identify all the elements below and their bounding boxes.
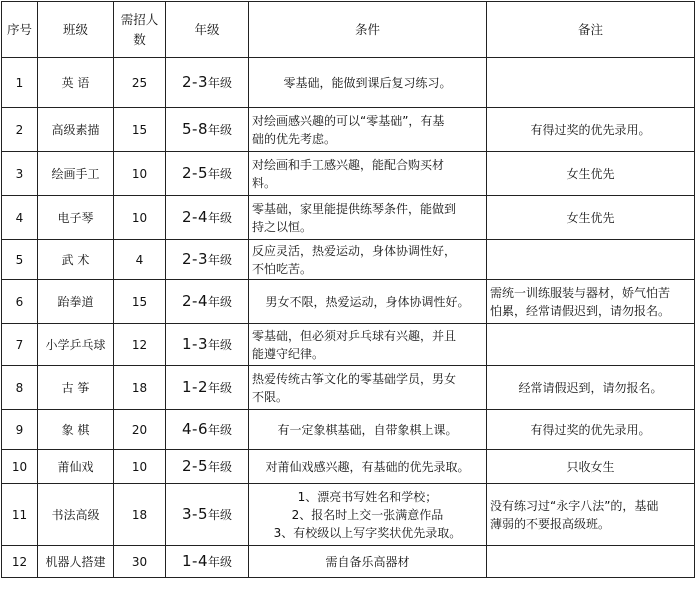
grade-suffix: 年级 bbox=[207, 460, 232, 474]
cell-condition bbox=[249, 484, 487, 546]
header-no: 序号 bbox=[2, 2, 38, 58]
condition-line: 零基础，家里能提供练琴条件，能做到 bbox=[252, 201, 457, 216]
cell-note bbox=[487, 366, 695, 410]
recruitment-table bbox=[1, 1, 695, 578]
cell-condition bbox=[249, 450, 487, 484]
table-body bbox=[2, 58, 695, 578]
cell-need: 10 bbox=[114, 152, 166, 196]
condition-line: 不怕吃苦。 bbox=[252, 261, 313, 276]
cell-grade bbox=[166, 108, 249, 152]
condition-line: 男女不限，热爱运动，身体协调性好。 bbox=[265, 294, 470, 309]
cell-no: 8 bbox=[2, 366, 38, 410]
condition-line: 3、有校级以上写字奖状优先录取。 bbox=[273, 525, 462, 540]
cell-grade bbox=[166, 546, 249, 578]
cell-need: 18 bbox=[114, 484, 166, 546]
cell-need: 10 bbox=[114, 196, 166, 240]
cell-condition bbox=[249, 196, 487, 240]
grade-suffix: 年级 bbox=[207, 211, 232, 225]
grade-range: 2-3 bbox=[181, 250, 208, 268]
cell-condition bbox=[249, 546, 487, 578]
grade-suffix: 年级 bbox=[207, 167, 232, 181]
cell-note bbox=[487, 410, 695, 450]
cell-need: 4 bbox=[114, 240, 166, 280]
cell-no: 3 bbox=[2, 152, 38, 196]
cell-note bbox=[487, 196, 695, 240]
grade-range: 5-8 bbox=[181, 120, 208, 138]
condition-line: 反应灵活，热爱运动，身体协调性好， bbox=[252, 243, 457, 258]
cell-class: 英 语 bbox=[38, 58, 114, 108]
cell-no: 11 bbox=[2, 484, 38, 546]
grade-suffix: 年级 bbox=[207, 381, 232, 395]
table-row bbox=[2, 240, 695, 280]
grade-suffix: 年级 bbox=[207, 295, 232, 309]
cell-condition bbox=[249, 108, 487, 152]
cell-no: 4 bbox=[2, 196, 38, 240]
grade-range: 2-4 bbox=[181, 292, 208, 310]
cell-need: 20 bbox=[114, 410, 166, 450]
cell-note bbox=[487, 324, 695, 366]
cell-note bbox=[487, 58, 695, 108]
cell-grade bbox=[166, 58, 249, 108]
cell-class: 象 棋 bbox=[38, 410, 114, 450]
condition-line: 有一定象棋基础，自带象棋上课。 bbox=[277, 422, 458, 437]
cell-class: 书法高级 bbox=[38, 484, 114, 546]
table-row bbox=[2, 450, 695, 484]
cell-note bbox=[487, 240, 695, 280]
condition-line: 零基础，能做到课后复习练习。 bbox=[283, 75, 452, 90]
condition-line: 需自备乐高器材 bbox=[325, 554, 410, 569]
grade-suffix: 年级 bbox=[207, 508, 232, 522]
cell-class: 高级素描 bbox=[38, 108, 114, 152]
cell-grade bbox=[166, 484, 249, 546]
cell-no: 12 bbox=[2, 546, 38, 578]
note-line: 怕累，经常请假迟到，请勿报名。 bbox=[490, 303, 671, 318]
grade-range: 2-4 bbox=[181, 208, 208, 226]
header-row bbox=[2, 2, 695, 58]
cell-condition bbox=[249, 152, 487, 196]
condition-line: 料。 bbox=[252, 175, 277, 190]
cell-condition bbox=[249, 58, 487, 108]
cell-need: 12 bbox=[114, 324, 166, 366]
condition-line: 对绘画和手工感兴趣，能配合购买材 bbox=[252, 157, 445, 172]
cell-note bbox=[487, 152, 695, 196]
note-line: 有得过奖的优先录用。 bbox=[530, 122, 651, 137]
note-line: 薄弱的不要报高级班。 bbox=[490, 516, 611, 531]
cell-note bbox=[487, 280, 695, 324]
grade-suffix: 年级 bbox=[207, 123, 232, 137]
note-line: 女生优先 bbox=[566, 166, 615, 181]
table-row bbox=[2, 280, 695, 324]
table-row bbox=[2, 108, 695, 152]
condition-line: 不限。 bbox=[252, 389, 289, 404]
grade-suffix: 年级 bbox=[207, 555, 232, 569]
cell-note bbox=[487, 108, 695, 152]
note-line: 有得过奖的优先录用。 bbox=[530, 422, 651, 437]
cell-need: 25 bbox=[114, 58, 166, 108]
cell-need: 15 bbox=[114, 108, 166, 152]
cell-condition bbox=[249, 240, 487, 280]
grade-range: 2-5 bbox=[181, 457, 208, 475]
cell-need: 30 bbox=[114, 546, 166, 578]
condition-line: 零基础，但必须对乒乓球有兴趣，并且 bbox=[252, 328, 457, 343]
table-row bbox=[2, 152, 695, 196]
cell-grade bbox=[166, 152, 249, 196]
note-line: 没有练习过“永字八法”的，基础 bbox=[490, 498, 659, 513]
cell-grade bbox=[166, 280, 249, 324]
header-need-text: 需招人数 bbox=[120, 11, 159, 47]
grade-range: 2-3 bbox=[181, 73, 208, 91]
note-line: 只收女生 bbox=[566, 459, 615, 474]
cell-need: 18 bbox=[114, 366, 166, 410]
condition-line: 对莆仙戏感兴趣，有基础的优先录取。 bbox=[265, 459, 470, 474]
grade-range: 3-5 bbox=[181, 505, 208, 523]
note-line: 女生优先 bbox=[566, 210, 615, 225]
condition-line: 能遵守纪律。 bbox=[252, 346, 325, 361]
cell-need: 15 bbox=[114, 280, 166, 324]
condition-line: 热爱传统古筝文化的零基础学员，男女 bbox=[252, 371, 457, 386]
cell-need: 10 bbox=[114, 450, 166, 484]
note-line: 经常请假迟到，请勿报名。 bbox=[518, 380, 663, 395]
condition-line: 础的优先考虑。 bbox=[252, 131, 337, 146]
header-class: 班级 bbox=[38, 2, 114, 58]
table-row bbox=[2, 58, 695, 108]
cell-no: 10 bbox=[2, 450, 38, 484]
header-cond: 条件 bbox=[249, 2, 487, 58]
condition-line: 2、报名时上交一张满意作品 bbox=[291, 507, 444, 522]
condition-line: 1、漂亮书写姓名和学校； bbox=[297, 489, 438, 504]
table-row bbox=[2, 484, 695, 546]
cell-grade bbox=[166, 240, 249, 280]
cell-note bbox=[487, 546, 695, 578]
grade-suffix: 年级 bbox=[207, 253, 232, 267]
cell-grade bbox=[166, 196, 249, 240]
cell-note bbox=[487, 450, 695, 484]
note-line: 需统一训练服装与器材，娇气怕苦 bbox=[490, 285, 671, 300]
cell-class: 古 筝 bbox=[38, 366, 114, 410]
condition-line: 持之以恒。 bbox=[252, 219, 313, 234]
header-note: 备注 bbox=[487, 2, 695, 58]
header-grade: 年级 bbox=[166, 2, 249, 58]
grade-suffix: 年级 bbox=[207, 76, 232, 90]
cell-class: 小学乒乓球 bbox=[38, 324, 114, 366]
cell-no: 1 bbox=[2, 58, 38, 108]
cell-no: 7 bbox=[2, 324, 38, 366]
cell-no: 5 bbox=[2, 240, 38, 280]
cell-class: 武 术 bbox=[38, 240, 114, 280]
table-row bbox=[2, 324, 695, 366]
header-need bbox=[114, 2, 166, 58]
grade-suffix: 年级 bbox=[207, 423, 232, 437]
table-row bbox=[2, 366, 695, 410]
cell-no: 2 bbox=[2, 108, 38, 152]
cell-note bbox=[487, 484, 695, 546]
cell-grade bbox=[166, 366, 249, 410]
grade-range: 2-5 bbox=[181, 164, 208, 182]
cell-class: 跆拳道 bbox=[38, 280, 114, 324]
grade-range: 1-3 bbox=[181, 335, 208, 353]
cell-grade bbox=[166, 410, 249, 450]
cell-condition bbox=[249, 410, 487, 450]
cell-no: 6 bbox=[2, 280, 38, 324]
cell-condition bbox=[249, 324, 487, 366]
grade-range: 4-6 bbox=[181, 420, 208, 438]
cell-class: 机器人搭建 bbox=[38, 546, 114, 578]
cell-grade bbox=[166, 324, 249, 366]
grade-suffix: 年级 bbox=[207, 338, 232, 352]
cell-condition bbox=[249, 366, 487, 410]
table-row bbox=[2, 196, 695, 240]
cell-class: 电子琴 bbox=[38, 196, 114, 240]
cell-class: 绘画手工 bbox=[38, 152, 114, 196]
grade-range: 1-4 bbox=[181, 552, 208, 570]
cell-no: 9 bbox=[2, 410, 38, 450]
cell-grade bbox=[166, 450, 249, 484]
cell-condition bbox=[249, 280, 487, 324]
cell-class: 莆仙戏 bbox=[38, 450, 114, 484]
condition-line: 对绘画感兴趣的可以“零基础”，有基 bbox=[252, 113, 445, 128]
grade-range: 1-2 bbox=[181, 378, 208, 396]
table-row bbox=[2, 546, 695, 578]
table-row bbox=[2, 410, 695, 450]
